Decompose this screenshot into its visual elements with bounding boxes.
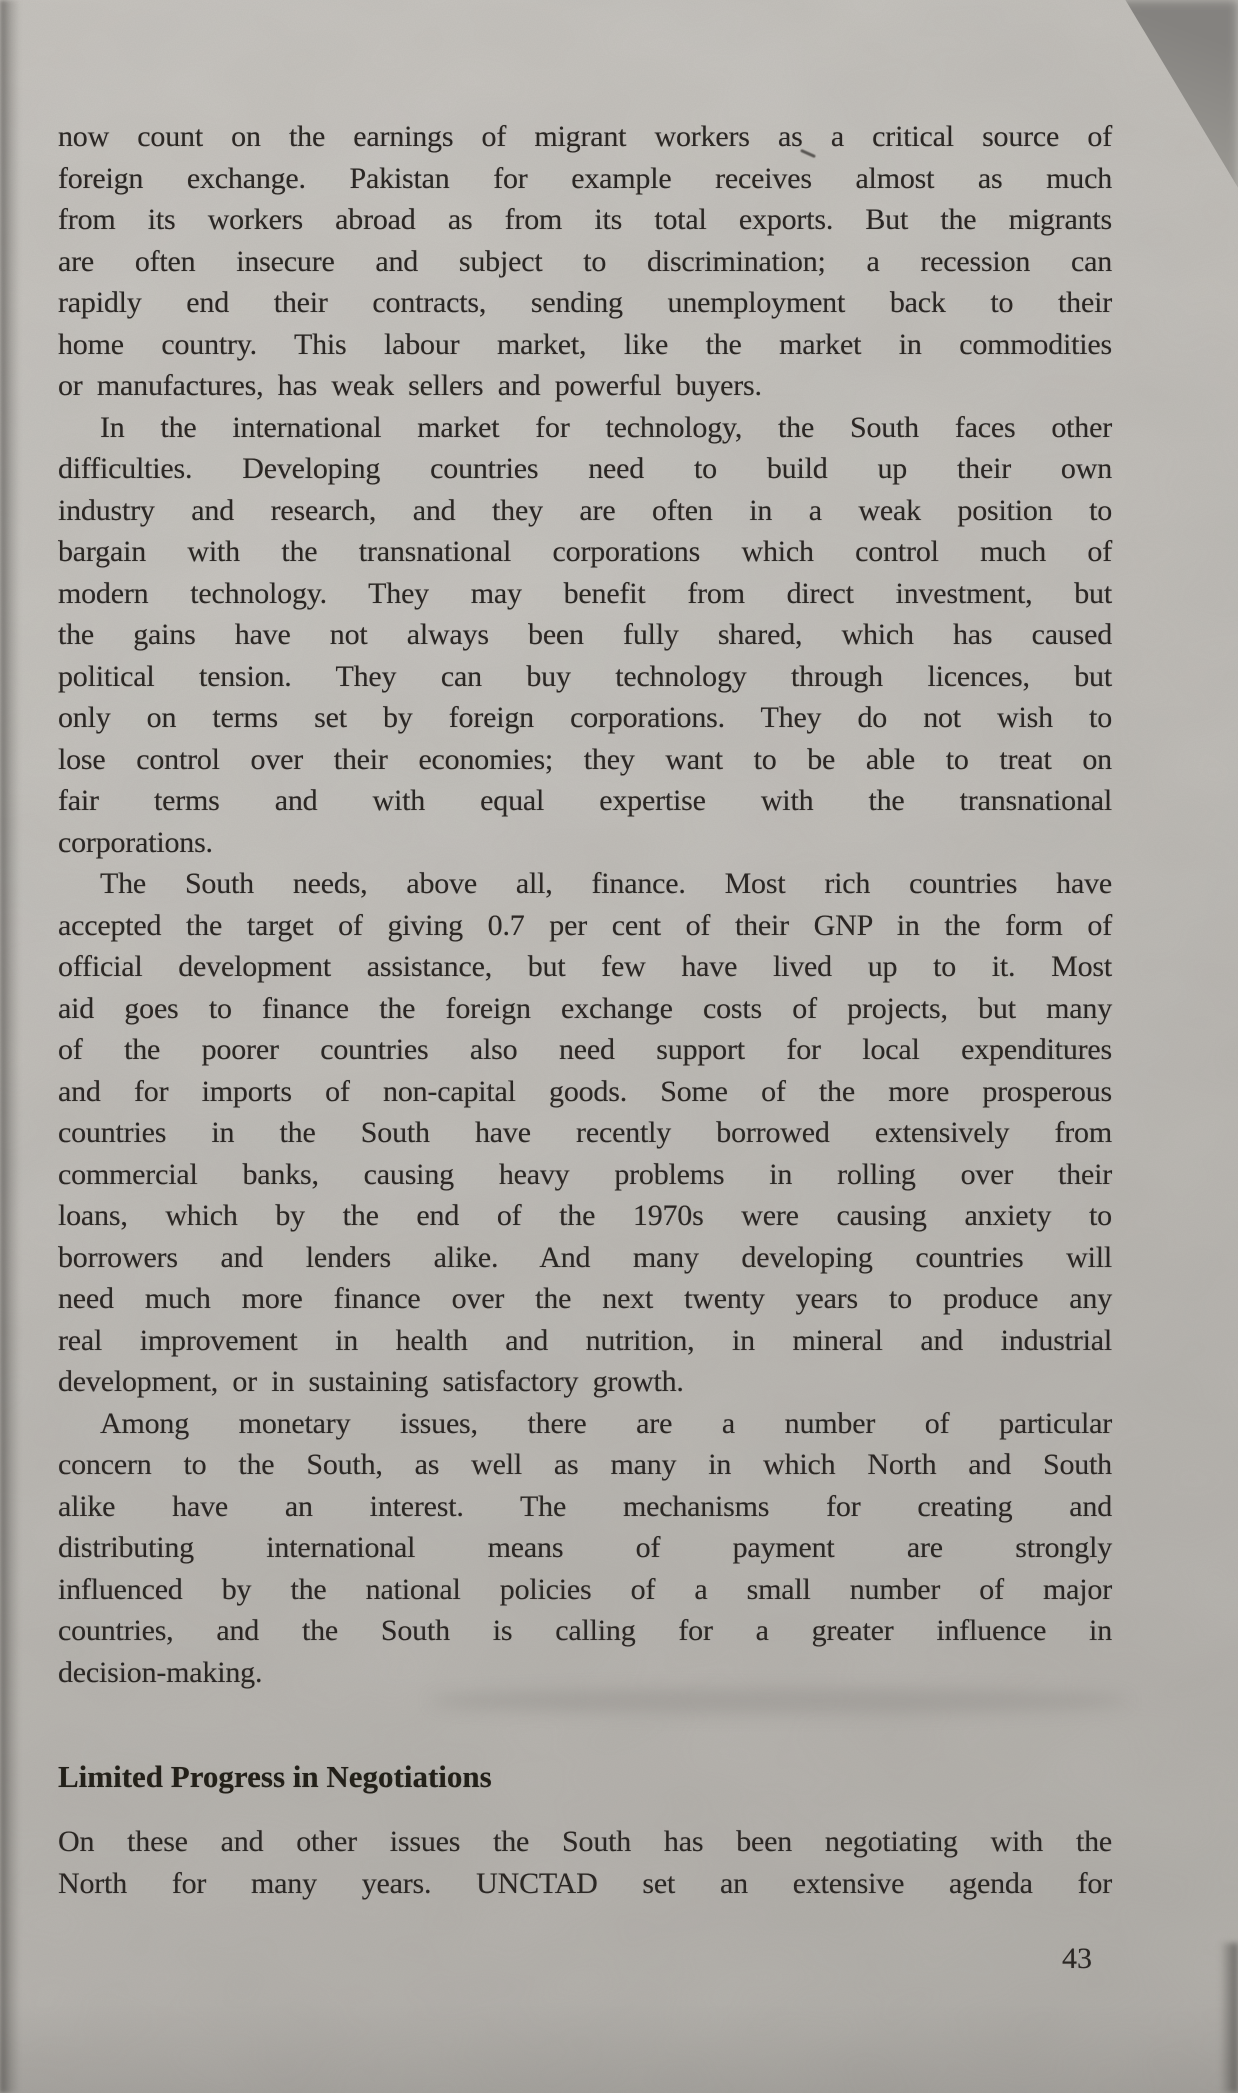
left-edge-shadow xyxy=(0,0,20,2093)
text-line: development, or in sustaining satisfactory growth. xyxy=(58,1365,684,1398)
text-line: now count on the earnings of migrant workers as a critical source of xyxy=(58,120,1112,153)
paragraph xyxy=(58,1403,1112,1694)
text-line: from its workers abroad as from its total exports. But the migrants xyxy=(58,203,1112,236)
text-line: or manufactures, has weak sellers and powerful buyers. xyxy=(58,369,762,402)
body-paragraphs xyxy=(58,116,1112,1693)
text-line: are often insecure and subject to discrimination; a recession can xyxy=(58,244,1112,278)
section-heading: Limited Progress in Negotiations xyxy=(58,1759,492,1794)
text-line: difficulties. Developing countries need to build up their own xyxy=(58,452,1112,485)
text-line: concern to the South, as well as many in which North and South xyxy=(58,1448,1112,1481)
paragraph xyxy=(58,407,1112,864)
text-line: industry and research, and they are often in a weak position to xyxy=(58,493,1112,527)
text-line: corporations. xyxy=(58,825,213,859)
text-line: only on terms set by foreign corporations. They do not wish to xyxy=(58,701,1112,734)
paragraph xyxy=(58,863,1112,1403)
text-line: bargain with the transnational corporations which control much of xyxy=(58,535,1112,568)
bottom-edge-shading xyxy=(0,2003,1238,2093)
text-line: decision-making. xyxy=(58,1655,263,1689)
text-line: and for imports of non-capital goods. Some of the more prosperous xyxy=(58,1074,1112,1108)
text-line: countries, and the South is calling for a greater influence in xyxy=(58,1614,1112,1647)
text-line: distributing international means of payment are strongly xyxy=(58,1531,1112,1564)
text-line: lose control over their economies; they want to be able to treat on xyxy=(58,742,1112,776)
text-line: On these and other issues the South has been negotiating with the xyxy=(58,1825,1112,1858)
text-line: the gains have not always been fully shared, which has caused xyxy=(58,618,1112,651)
text-line: influenced by the national policies of a small number of major xyxy=(58,1572,1112,1606)
text-line: official development assistance, but few have lived up to it. Most xyxy=(58,950,1112,983)
text-line: accepted the target of giving 0.7 per cent of their GNP in the form of xyxy=(58,908,1112,942)
text-line: countries in the South have recently borrowed extensively from xyxy=(58,1116,1112,1149)
section-paragraphs xyxy=(58,1821,1112,1904)
text-line: Among monetary issues, there are a number of particular xyxy=(100,1406,1112,1440)
page-number: 43 xyxy=(1062,1942,1092,1975)
top-right-corner-shadow xyxy=(1116,0,1238,196)
paragraph xyxy=(58,1821,1112,1904)
text-line: fair terms and with equal expertise with the transnational xyxy=(58,784,1112,817)
text-column xyxy=(58,116,1112,1904)
text-line: alike have an interest. The mechanisms for creating and xyxy=(58,1489,1112,1523)
text-line: home country. This labour market, like the market in commodities xyxy=(58,327,1112,361)
text-line: real improvement in health and nutrition, in mineral and industrial xyxy=(58,1323,1112,1357)
text-line: North for many years. UNCTAD set an extensive agenda for xyxy=(58,1866,1112,1900)
text-line: modern technology. They may benefit from direct investment, but xyxy=(58,576,1112,610)
text-line: The South needs, above all, finance. Most rich countries have xyxy=(100,867,1112,900)
text-line: In the international market for technology, the South faces other xyxy=(100,410,1112,444)
text-line: aid goes to finance the foreign exchange costs of projects, but many xyxy=(58,991,1112,1025)
text-line: commercial banks, causing heavy problems in rolling over their xyxy=(58,1157,1112,1191)
text-line: political tension. They can buy technology through licences, but xyxy=(58,659,1112,693)
text-line: rapidly end their contracts, sending unemployment back to their xyxy=(58,286,1112,319)
text-line: borrowers and lenders alike. And many developing countries will xyxy=(58,1240,1112,1274)
text-line: loans, which by the end of the 1970s were causing anxiety to xyxy=(58,1199,1112,1232)
text-line: foreign exchange. Pakistan for example receives almost as much xyxy=(58,161,1112,195)
paragraph xyxy=(58,116,1112,407)
text-line: need much more finance over the next twenty years to produce any xyxy=(58,1282,1112,1315)
text-line: of the poorer countries also need support for local expenditures xyxy=(58,1033,1112,1066)
